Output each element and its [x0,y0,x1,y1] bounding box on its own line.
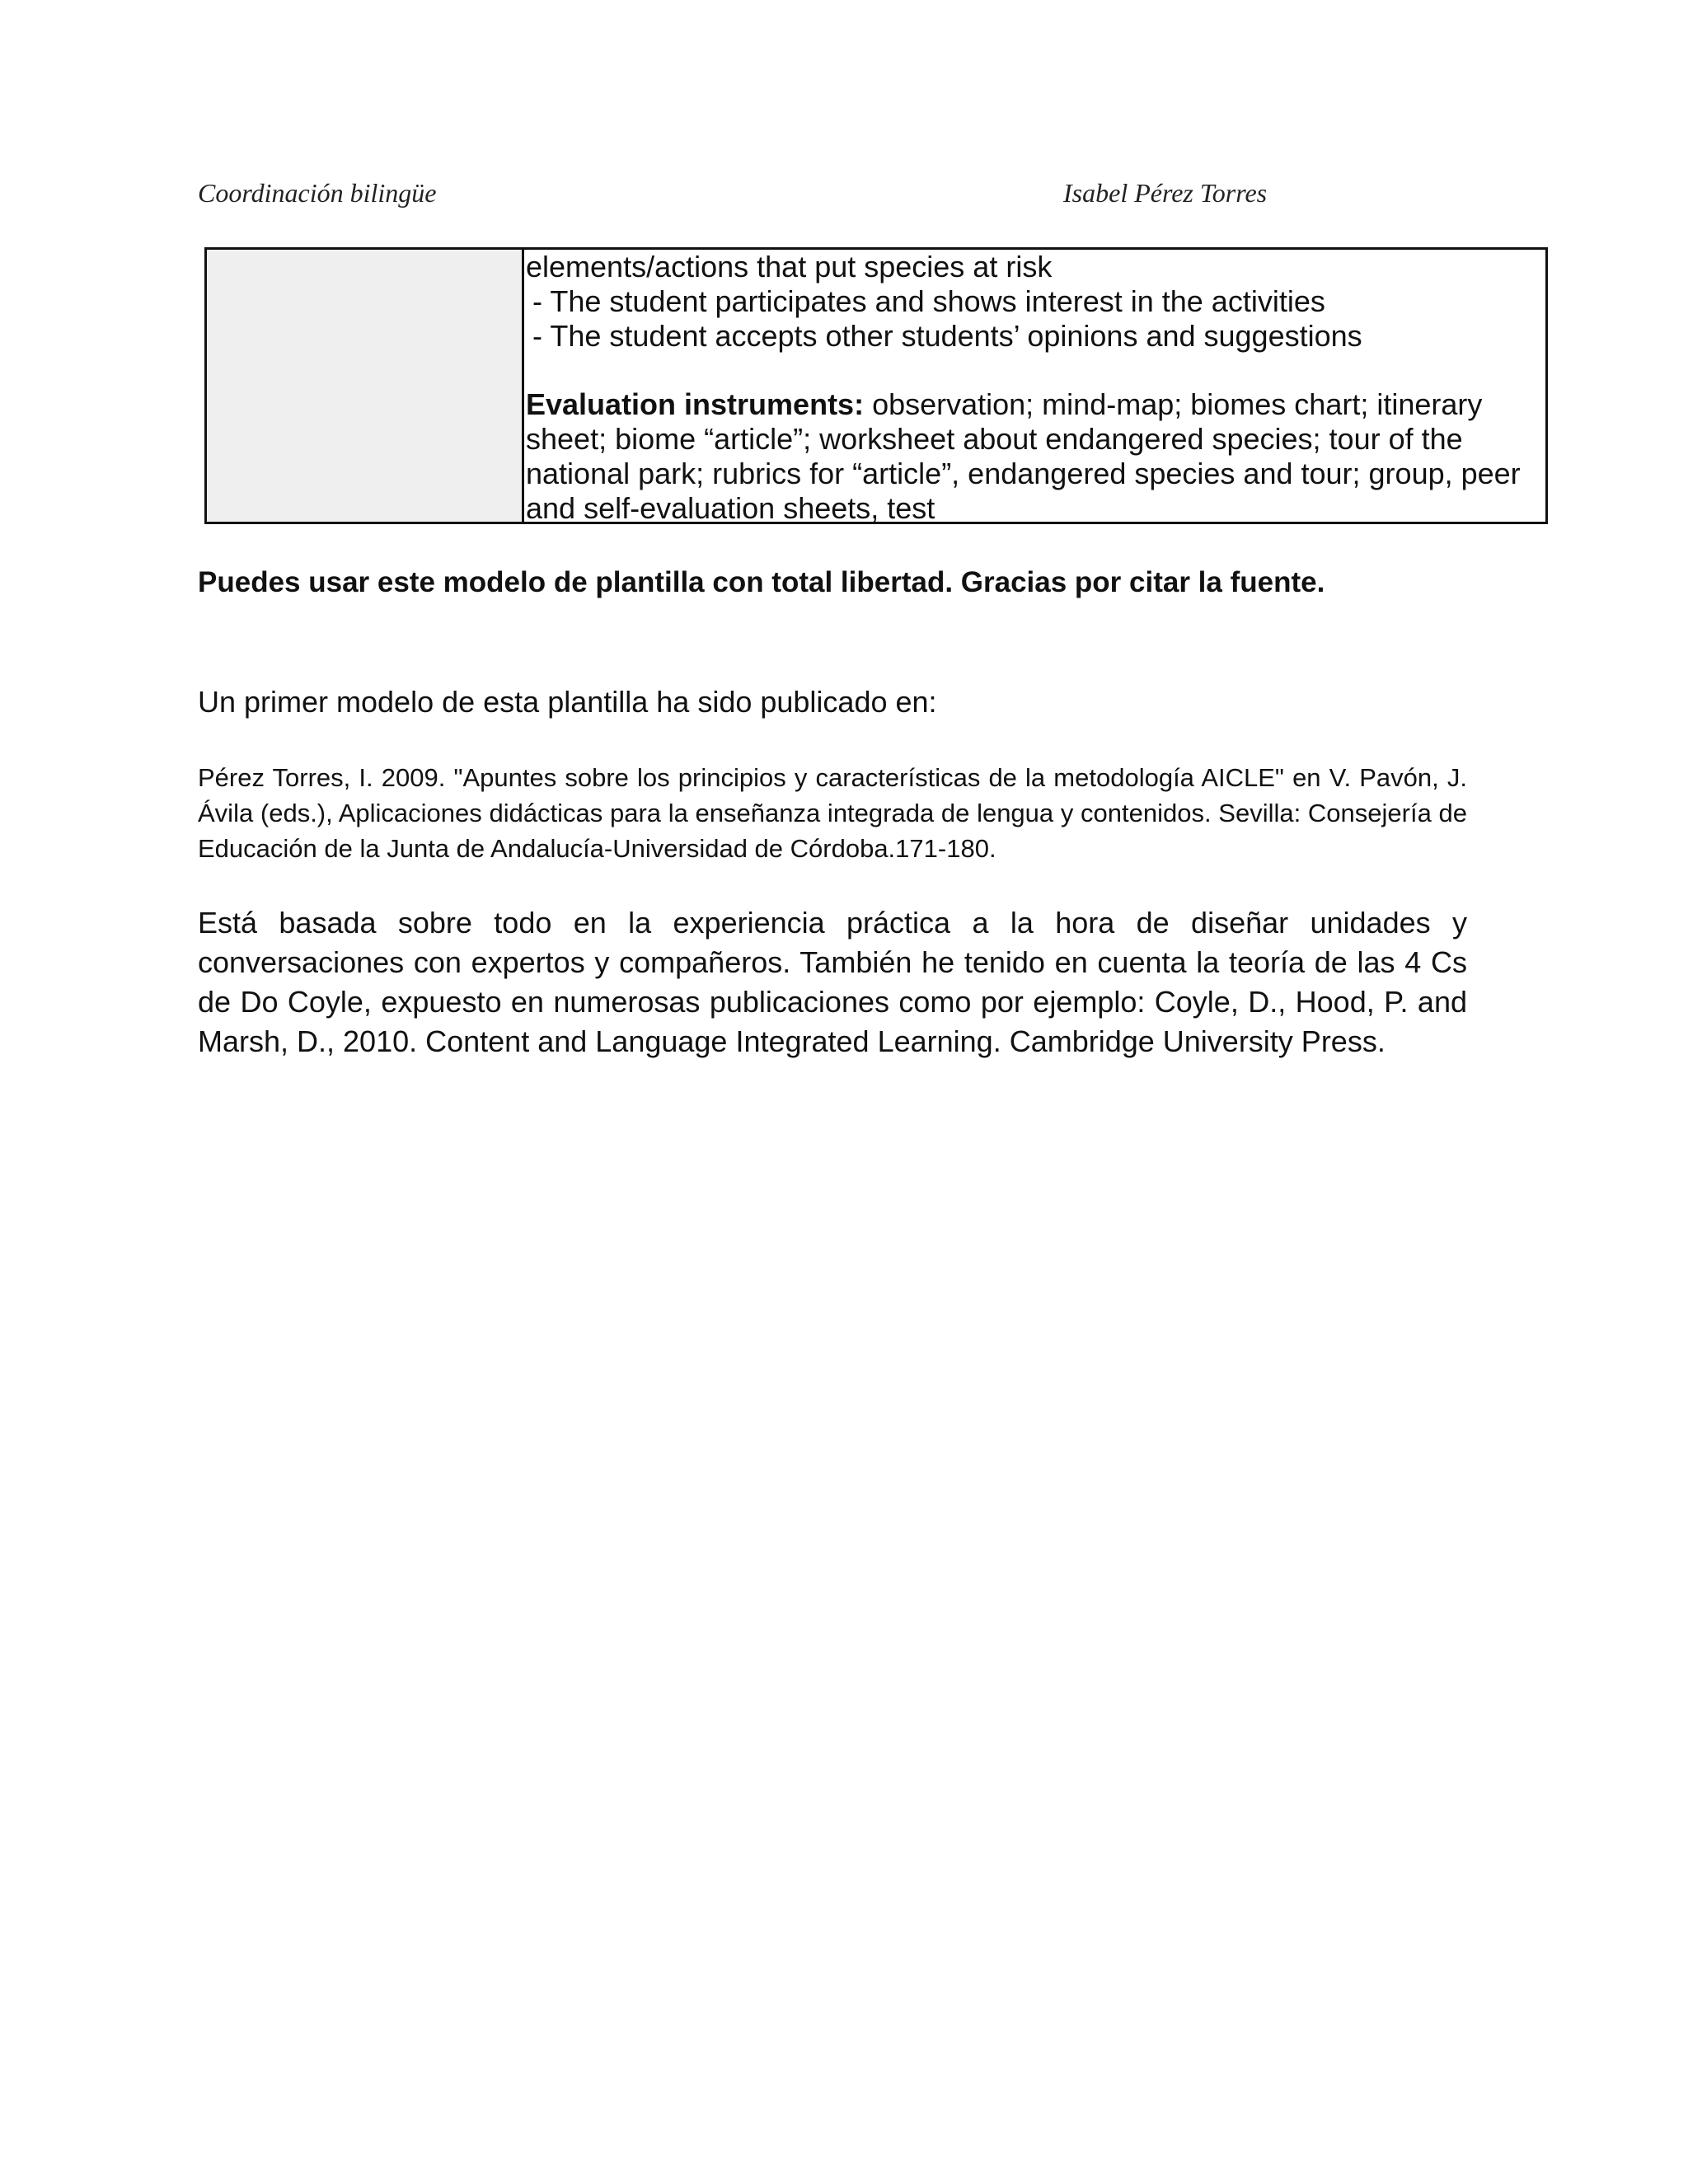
evaluation-table [204,247,1548,524]
table-left-cell [207,250,524,522]
evaluation-instruments-label: Evaluation instruments: [526,387,865,421]
header-left: Coordinación bilingüe [198,178,437,208]
citation: Pérez Torres, I. 2009. "Apuntes sobre los principios y características de la metodología AICLE" en V. Pavón, J. Ávila (eds.), Aplicaciones didácticas para la enseñanza integrada de lengua y contenidos. Sevilla: Consejería de Educación de la Junta de Andalucía-Universidad de Córdoba.171-180. [198,763,1467,863]
evaluation-instruments [526,387,1529,526]
spacer [526,354,1529,387]
table-bullet-opinions: - The student accepts other students’ opinions and suggestions [532,319,1362,353]
body-paragraph: Está basada sobre todo en la experiencia práctica a la hora de diseñar unidades y conversaciones con expertos y compañeros. También he tenido en cuenta la teoría de las 4 Cs de Do Coyle, expuesto en numerosas publicaciones como por ejemplo: Coyle, D., Hood, P. and Marsh, D., 2010. Content and Language Integrated Learning. Cambridge University Press. [198,906,1467,1058]
intro-text: Un primer modelo de esta plantilla ha sido publicado en: [198,685,937,719]
table-line: elements/actions that put species at risk [526,250,1053,284]
header-right: Isabel Pérez Torres [1063,178,1268,208]
table-content-cell [524,250,1545,525]
table-bullet-participation: - The student participates and shows interest in the activities [532,284,1325,318]
usage-notice: Puedes usar este modelo de plantilla con total libertad. Gracias por citar la fuente. [198,566,1325,598]
evaluation-instruments-text: observation; mind-map; biomes chart; itinerary sheet; biome “article”; worksheet about endangered species; tour of the national park; rubrics for “article”, endangered species and tour; group, peer and self-evaluation sheets, test [526,387,1521,525]
